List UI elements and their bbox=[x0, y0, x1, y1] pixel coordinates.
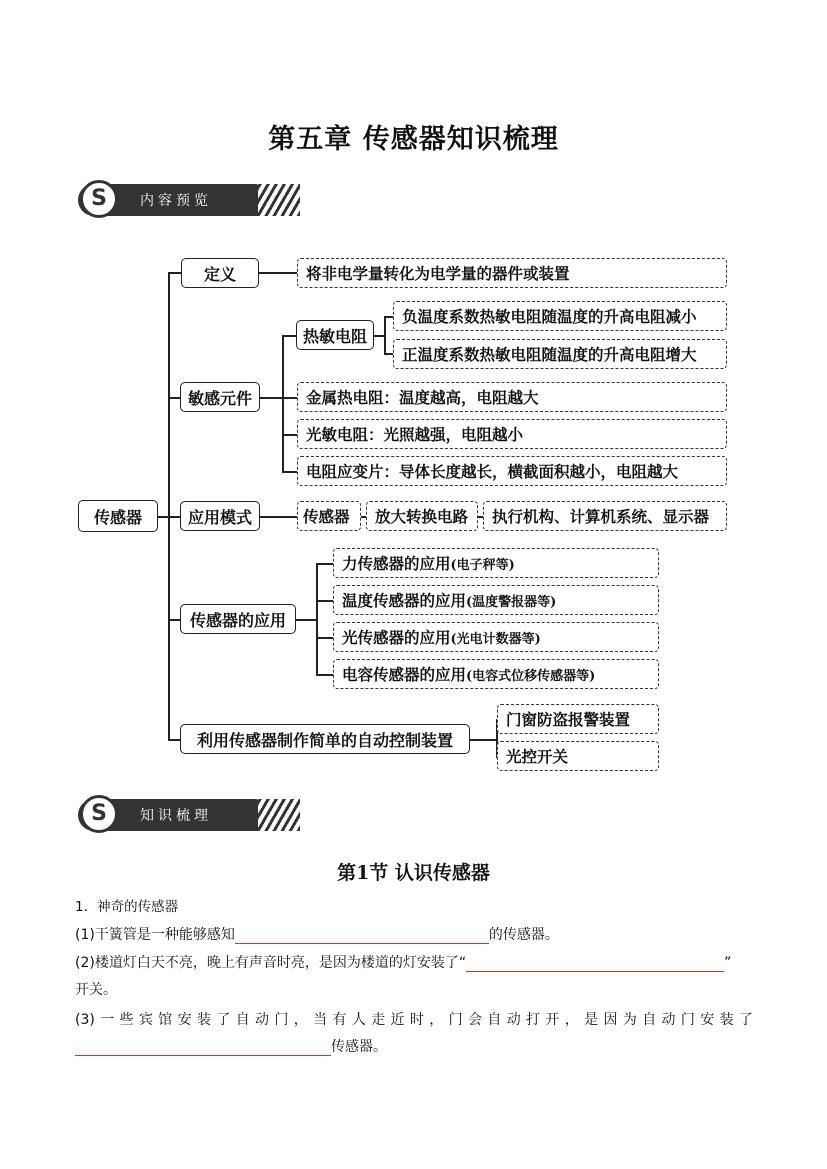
app-capacitive-main: 电容传感器的应用 bbox=[342, 665, 467, 684]
app-capacitive bbox=[333, 659, 659, 689]
control-alarm: 门窗防盗报警装置 bbox=[497, 704, 659, 734]
map-connector bbox=[296, 619, 316, 621]
answer-blank[interactable] bbox=[75, 1040, 331, 1056]
map-connector bbox=[282, 335, 296, 337]
app-force-note: (电子秤等) bbox=[450, 557, 515, 573]
subheading: 1．神奇的传感器 bbox=[75, 899, 179, 915]
app-temperature-note: (温度警报器等) bbox=[466, 594, 557, 610]
thermistor-ptc: 正温度系数热敏电阻随温度的升高电阻增大 bbox=[393, 339, 727, 369]
s-logo-icon: S bbox=[80, 180, 118, 218]
definition-text: 将非电学量转化为电学量的器件或装置 bbox=[297, 258, 727, 288]
question-2-cont: 开关。 bbox=[75, 982, 117, 998]
question-1 bbox=[75, 924, 559, 944]
question-1-suffix: 的传感器。 bbox=[488, 927, 559, 943]
app-temperature-main: 温度传感器的应用 bbox=[342, 591, 467, 610]
question-1-text: (1)干簧管是一种能够感知 bbox=[75, 927, 235, 943]
banner-stripes bbox=[250, 799, 300, 831]
root-node: 传感器 bbox=[78, 500, 158, 532]
map-connector bbox=[168, 619, 180, 621]
map-connector bbox=[168, 516, 180, 518]
mode-step-amplifier: 放大转换电路 bbox=[366, 501, 478, 531]
map-connector bbox=[282, 434, 298, 436]
control-node: 利用传感器制作简单的自动控制装置 bbox=[180, 724, 470, 754]
question-3: (3)一些宾馆安装了自动门，当有人走近时，门会自动打开，是因为自动门安装了 bbox=[75, 1012, 753, 1028]
apps-node: 传感器的应用 bbox=[180, 604, 296, 634]
thermistor-node: 热敏电阻 bbox=[296, 320, 374, 350]
question-2-quote: ” bbox=[724, 955, 732, 971]
map-connector bbox=[316, 600, 333, 602]
app-force bbox=[333, 548, 659, 578]
app-force-main: 力传感器的应用 bbox=[342, 554, 451, 573]
map-connector bbox=[316, 637, 333, 639]
map-connector bbox=[259, 272, 297, 274]
mode-node: 应用模式 bbox=[180, 501, 260, 531]
section-banner-review bbox=[78, 795, 288, 835]
mode-step-output: 执行机构、计算机系统、显示器 bbox=[483, 501, 727, 531]
page-title: 第五章 传感器知识梳理 bbox=[268, 124, 559, 155]
map-connector bbox=[282, 471, 298, 473]
map-connector bbox=[316, 674, 333, 676]
map-connector bbox=[470, 739, 496, 741]
answer-blank[interactable] bbox=[466, 956, 724, 972]
banner-stripes bbox=[250, 184, 300, 216]
map-connector bbox=[168, 739, 180, 741]
map-connector bbox=[374, 335, 384, 337]
app-capacitive-note: (电容式位移传感器等) bbox=[466, 668, 596, 684]
app-temperature bbox=[333, 585, 659, 615]
map-branch bbox=[316, 563, 318, 675]
app-light-main: 光传感器的应用 bbox=[342, 628, 451, 647]
element-strain-gauge: 电阻应变片：导体长度越长，横截面积越小，电阻越大 bbox=[297, 456, 727, 486]
map-connector bbox=[168, 397, 180, 399]
question-3-cont bbox=[75, 1036, 387, 1056]
map-connector bbox=[168, 272, 182, 274]
map-branch bbox=[384, 316, 386, 354]
section-title: 第1节 认识传感器 bbox=[337, 862, 490, 884]
app-light bbox=[333, 622, 659, 652]
banner-label: 知识梳理 bbox=[140, 808, 212, 824]
question-2 bbox=[75, 952, 731, 972]
control-light-switch: 光控开关 bbox=[497, 741, 659, 771]
thermistor-ntc: 负温度系数热敏电阻随温度的升高电阻减小 bbox=[393, 301, 727, 331]
map-branch bbox=[282, 335, 284, 472]
answer-blank[interactable] bbox=[235, 928, 489, 944]
question-2-text: (2)楼道灯白天不亮，晚上有声音时亮，是因为楼道的灯安装了“ bbox=[75, 955, 467, 971]
element-photoresistor: 光敏电阻：光照越强，电阻越小 bbox=[297, 419, 727, 449]
map-connector bbox=[316, 563, 333, 565]
mode-step-sensor: 传感器 bbox=[297, 501, 361, 531]
definition-node: 定义 bbox=[181, 258, 259, 288]
map-connector bbox=[260, 397, 282, 399]
element-metal-resistor: 金属热电阻：温度越高，电阻越大 bbox=[297, 382, 727, 412]
app-light-note: (光电计数器等) bbox=[450, 631, 541, 647]
elements-node: 敏感元件 bbox=[180, 382, 260, 412]
map-connector bbox=[282, 397, 298, 399]
map-connector bbox=[260, 516, 297, 518]
section-banner-preview bbox=[78, 180, 288, 220]
map-trunk bbox=[168, 272, 170, 740]
banner-label: 内容预览 bbox=[140, 193, 212, 209]
question-3-suffix: 传感器。 bbox=[331, 1039, 387, 1055]
s-logo-icon: S bbox=[80, 795, 118, 833]
